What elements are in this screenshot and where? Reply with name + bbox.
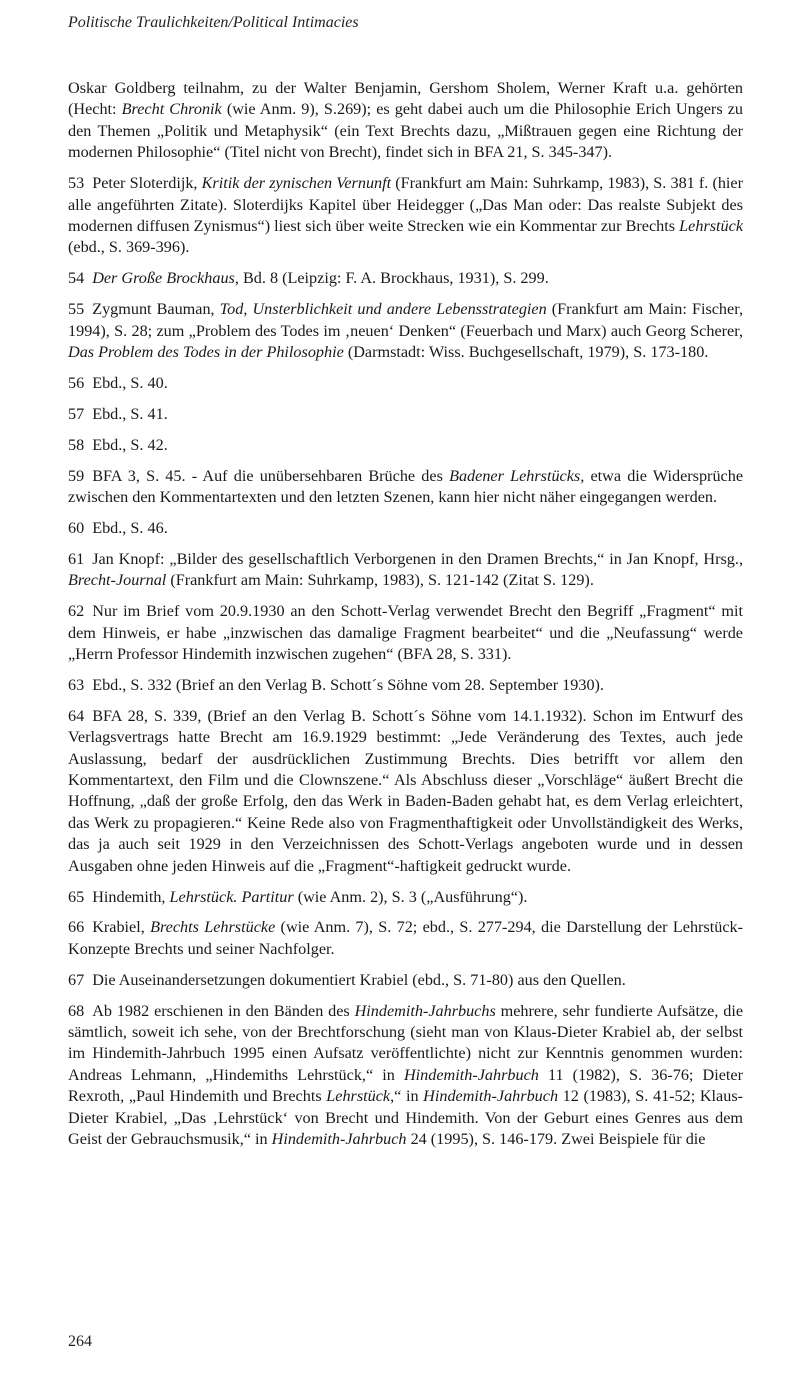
italic-title: Der Große Brockhaus: [92, 269, 235, 288]
endnotes-list: [68, 78, 743, 1160]
note-text: Ebd., S. 40.: [92, 373, 168, 392]
endnote: [68, 675, 743, 696]
note-text: mehrere, sehr fundierte Aufsätze, die sämtlich, soweit ich sehe, von der Brechtforschung (sieht man von Klaus-Dieter Krabiel ab, der selbst im Hindemith-Jahrbuch 1995 einen Aufsatz veröffentlichte) nicht zur Kenntnis genommen wurden: Andreas Lehmann, „Hindemiths Lehrstück,“ in: [68, 1001, 743, 1084]
italic-title: Hindemith-Jahrbuch: [403, 1065, 539, 1084]
note-text: Oskar Goldberg teilnahm, zu der Walter Benjamin, Gershom Sholem, Werner Kraft u.a. gehörten (Hecht:: [68, 79, 743, 119]
endnote-number: 59: [68, 466, 85, 485]
endnote: [68, 435, 743, 456]
endnote: [68, 706, 743, 877]
endnote-number: 67: [68, 970, 85, 989]
endnote: [68, 466, 743, 509]
note-text: Jan Knopf: „Bilder des gesellschaftlich Verborgenen in den Dramen Brechts,“ in Jan Knopf, Hrsg.,: [92, 549, 743, 568]
endnote-number: 61: [68, 549, 85, 568]
endnote-number: 65: [68, 887, 85, 906]
italic-title: Brecht Chronik: [121, 100, 222, 119]
endnote: [68, 970, 743, 991]
italic-title: Brecht-Journal: [68, 571, 167, 590]
italic-title: Brechts Lehrstücke: [150, 918, 276, 937]
endnote-number: 54: [68, 269, 85, 288]
note-text: (Frankfurt am Main: Suhrkamp, 1983), S. 121-142 (Zitat S. 129).: [166, 571, 594, 590]
endnote: [68, 549, 743, 592]
italic-title: Lehrstück. Partitur: [169, 887, 294, 906]
note-text: Krabiel,: [92, 918, 151, 937]
endnote-number: 55: [68, 300, 85, 319]
endnote-number: 64: [68, 706, 85, 725]
note-text: (wie Anm. 7), S. 72; ebd., S. 277-294, die Darstellung der Lehrstück-Konzepte Brechts und seiner Nachfolger.: [68, 918, 743, 958]
italic-title: Hindemith-Jahrbuchs: [354, 1001, 496, 1020]
endnote-number: 60: [68, 518, 85, 537]
italic-title: Hindemith-Jahrbuch: [271, 1130, 407, 1149]
note-text: ,“ in: [390, 1087, 424, 1106]
note-text: Ebd., S. 332 (Brief an den Verlag B. Schott´s Söhne vom 28. September 1930).: [92, 675, 604, 694]
italic-title: Lehrstück: [326, 1087, 391, 1106]
italic-title: Tod, Unsterblichkeit und andere Lebensstrategien: [219, 300, 547, 319]
endnote-number: 57: [68, 404, 85, 423]
endnote: [68, 173, 743, 259]
note-text: Hindemith,: [92, 887, 170, 906]
endnote-number: 62: [68, 602, 85, 621]
endnote: [68, 1001, 743, 1151]
continued-endnote: [68, 78, 743, 164]
note-text: (Frankfurt am Main: Suhrkamp, 1983), S. 381 f. (hier alle angeführten Zitate). Sloterdijks Kapitel über Heidegger („Das Man oder: Das realste Subjekt des modernen diffusen Zynismus“) liest sich über weite Strecken wie ein Kommentar zur Brechts: [68, 174, 744, 235]
note-text: 24 (1995), S. 146-179. Zwei Beispiele für die: [406, 1130, 706, 1149]
note-text: (ebd., S. 369-396).: [68, 238, 190, 257]
note-text: Ebd., S. 41.: [92, 404, 168, 423]
note-text: Ebd., S. 46.: [92, 518, 168, 537]
note-text: 11 (1982), S. 36-76; Dieter Rexroth, „Paul Hindemith und Brechts: [68, 1065, 743, 1106]
endnote: [68, 601, 743, 665]
note-text: BFA 28, S. 339, (Brief an den Verlag B. Schott´s Söhne vom 14.1.1932). Schon im Entwurf des Verlagsvertrags hatte Brecht am 16.9.1929 bestimmt: „Jede Veränderung des Textes, auch jede Auslassung, bedarf der ausdrücklichen Zustimmung Brechts. Dies betrifft vor allem den Kommentartext, den Film und die Clownszene.“ Als Abschluss dieser „Vorschläge“ äußert Brecht die Hoffnung, „daß der große Erfolg, den das Werk in Baden-Baden gehabt hat, es dem Verlag erleichtert, das Werk zu propagieren.“ Keine Rede also von Fragmenthaftigkeit oder Unvollständigkeit des Werks, das ja auch seit 1929 in den Verzeichnissen des Schott-Verlags angeboten wurde und in dessen Ausgaben ohne jeden Hinweis auf die „Fragment“-haftigkeit gedruckt wurde.: [68, 706, 743, 875]
endnote-number: 58: [68, 435, 85, 454]
note-text: Ab 1982 erschienen in den Bänden des: [92, 1001, 355, 1020]
endnote: [68, 518, 743, 539]
note-text: (wie Anm. 9), S.269); es geht dabei auch um die Philosophie Erich Ungers zu den Themen „Politik und Metaphysik“ (ein Text Brechts dazu, „Mißtrauen gegen eine Richtung der modernen Philosophie“ (Titel nicht von Brecht), findet sich in BFA 21, S. 345-347).: [68, 100, 743, 162]
endnote: [68, 404, 743, 425]
endnote: [68, 887, 743, 908]
note-text: etwa die Widersprüche zwischen den Kommentartexten und den letzten Szenen, kann hier nicht näher eingegangen werden.: [68, 466, 743, 506]
italic-title: Hindemith-Jahrbuch: [423, 1087, 559, 1106]
italic-title: Lehrstück: [679, 216, 743, 235]
running-head: Politische Traulichkeiten/Political Intimacies: [68, 14, 359, 31]
note-text: , Bd. 8 (Leipzig: F. A. Brockhaus, 1931), S. 299.: [234, 269, 549, 288]
endnote: [68, 299, 743, 363]
endnote: [68, 373, 743, 394]
endnote-number: 68: [68, 1001, 85, 1020]
endnote-number: 53: [68, 174, 85, 193]
endnote: [68, 268, 743, 289]
note-text: (wie Anm. 2), S. 3 („Ausführung“).: [293, 887, 528, 906]
italic-title: Das Problem des Todes in der Philosophie: [68, 342, 344, 361]
note-text: (Frankfurt am Main: Fischer, 1994), S. 28; zum „Problem des Todes im ‚neuen‘ Denken“ (Feuerbach und Marx) auch Georg Scherer,: [68, 300, 744, 340]
note-text: BFA 3, S. 45. - Auf die unübersehbaren Brüche des: [92, 466, 450, 485]
endnote-number: 56: [68, 373, 85, 392]
note-text: Die Auseinandersetzungen dokumentiert Krabiel (ebd., S. 71-80) aus den Quellen.: [92, 970, 626, 989]
italic-title: Kritik der zynischen Vernunft: [201, 174, 392, 193]
note-text: (Darmstadt: Wiss. Buchgesellschaft, 1979), S. 173-180.: [343, 342, 709, 361]
note-text: Peter Sloterdijk,: [92, 174, 202, 193]
note-text: 12 (1983), S. 41-52; Klaus-Dieter Krabiel, „Das ‚Lehrstück‘ von Brecht und Hindemith. Von der Geburt eines Genres aus dem Geist der Gebrauchsmusik,“ in: [68, 1087, 744, 1149]
endnote: [68, 917, 743, 960]
endnote-number: 66: [68, 918, 85, 937]
italic-title: Badener Lehrstücks,: [449, 466, 585, 485]
note-text: Nur im Brief vom 20.9.1930 an den Schott-Verlag verwendet Brecht den Begriff „Fragment“ mit dem Hinweis, er habe „inzwischen das damalige Fragment bearbeitet“ und die „Neufassung“ werde „Herrn Professor Hindemith inzwischen zugehen“ (BFA 28, S. 331).: [68, 602, 743, 663]
note-text: Zygmunt Bauman,: [92, 300, 220, 319]
endnote-number: 63: [68, 675, 85, 694]
page-number: 264: [68, 1333, 92, 1350]
note-text: Ebd., S. 42.: [92, 435, 168, 454]
